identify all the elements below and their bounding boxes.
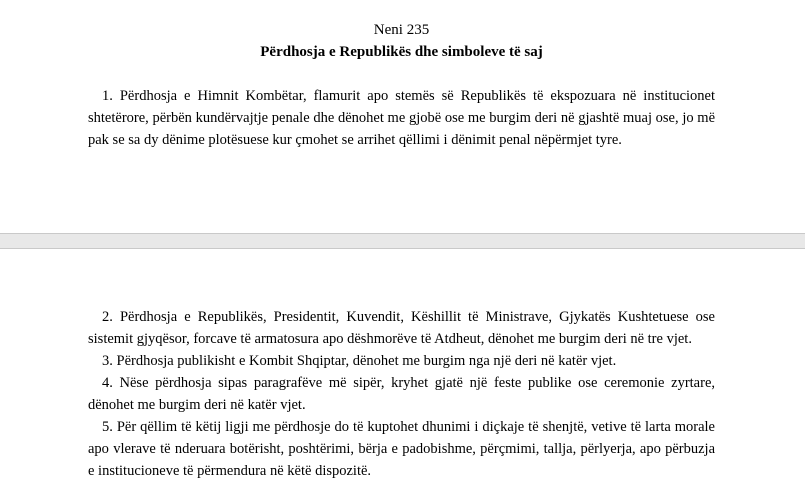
paragraph-4: 4. Nëse përdhosja sipas paragrafëve më sipër, kryhet gjatë një feste publike ose ceremonie zyrtare, dënohet me burgim deri në katër vjet. [88,375,715,413]
page-separator [0,233,805,249]
document-page-1 [0,0,805,233]
paragraph-3: 3. Përdhosja publikisht e Kombit Shqiptar, dënohet me burgim nga një deri në katër vjet. [102,353,617,369]
article-title: Përdhosja e Republikës dhe simboleve të saj [260,44,543,60]
article-number: Neni 235 [373,22,430,38]
paragraph-group [88,306,715,482]
paragraph-5: 5. Për qëllim të këtij ligji me përdhosje do të kuptohet dhunimi i diçkaje të shenjtë, vetive të larta morale apo vlerave të nderuara botërisht, poshtërimi, bërja e padobishme, përçmimi, tallja, përlyerja, apo përbuzja e institucioneve të përmendura në këtë dispozitë. [88,419,715,479]
paragraph-1: 1. Përdhosja e Himnit Kombëtar, flamurit apo stemës së Republikës të ekspozuara në institucionet shtetërore, përbën kundërvajtje penale dhe dënohet me gjobë ose me burgim deri në gjashtë muaj ose, jo më pak se sa dy dënime plotësuese kur çmohet se arrihet qëllimi i dënimit penal nëpërmjet tyre. [88,88,715,148]
paragraph-2: 2. Përdhosja e Republikës, Presidentit, Kuvendit, Këshillit të Ministrave, Gjykatës Kushtetuese ose sistemit gjyqësor, forcave të armatosura apo dëshmorëve të Atdheut, dënohet me burgim deri në tre vjet. [88,309,715,347]
document-page-2 [0,249,805,504]
